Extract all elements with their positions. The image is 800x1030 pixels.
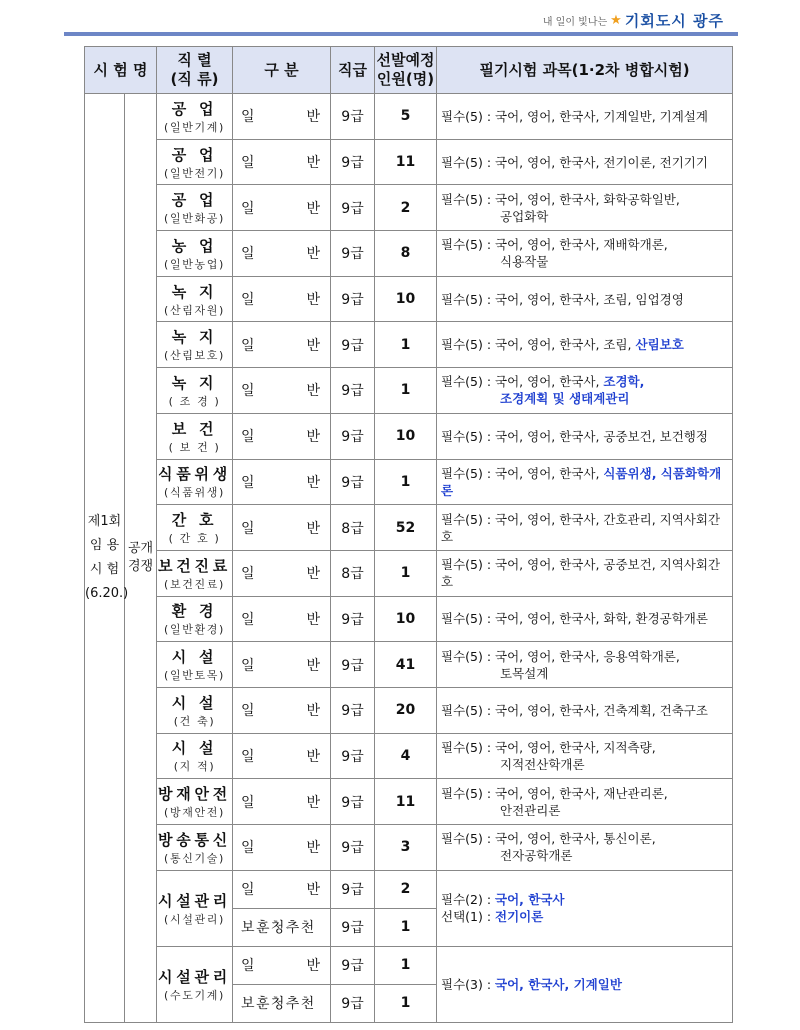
rank-cell (157, 596, 233, 642)
category-part: 반 (306, 292, 321, 309)
rank-name: 공 업 (171, 145, 218, 164)
table-row (85, 322, 733, 368)
category-part: 반 (306, 429, 321, 446)
header-subjects: 필기시험 과목(1·2차 병합시험) (437, 47, 733, 94)
subjects-highlight-line2: 조경계획 및 생태계관리 (500, 391, 630, 407)
category-part: 일 (241, 429, 255, 446)
header-rank (157, 47, 233, 94)
category-cell (233, 946, 331, 984)
header-count-top: 선발예정 (376, 51, 435, 69)
category-cell (233, 642, 331, 688)
subjects-text: 필수(3) : (441, 976, 496, 992)
count-cell: 10 (375, 596, 437, 642)
grade-cell: 9급 (331, 368, 375, 414)
category-part: 일 (241, 882, 255, 899)
count-cell: 10 (375, 413, 437, 459)
logo-city: 기회도시 광주 (624, 12, 724, 30)
category-cell (233, 94, 331, 140)
subjects-text: 필수(5) : 국어, 영어, 한국사, 공중보건, 지역사회간호 (441, 557, 721, 590)
grade-cell: 9급 (331, 908, 375, 946)
count-cell: 52 (375, 505, 437, 551)
category-part: 반 (306, 383, 321, 400)
subjects-cell (437, 825, 733, 871)
grade-cell: 9급 (331, 870, 375, 908)
table-row (85, 505, 733, 551)
count-cell: 11 (375, 139, 437, 185)
category-part: 반 (306, 794, 321, 811)
rank-cell (157, 139, 233, 185)
subjects-text-line2: 전자공학개론 (500, 848, 573, 864)
category-cell (233, 870, 331, 908)
count-cell: 1 (375, 322, 437, 368)
rank-sub: ( 간 호 ) (168, 532, 221, 546)
subjects-text-line2: 공업화학 (500, 208, 549, 224)
category-part: 일 (241, 246, 255, 263)
category-part: 반 (306, 958, 321, 975)
table-row (85, 946, 733, 984)
table-row (85, 185, 733, 231)
category-part: 일 (241, 200, 255, 217)
header-count (375, 47, 437, 94)
subjects-cell (437, 322, 733, 368)
subjects-cell (437, 368, 733, 414)
star-icon: ★ (610, 13, 622, 28)
grade-cell: 9급 (331, 733, 375, 779)
rank-sub: (일반기계) (164, 120, 226, 134)
rank-name: 공 업 (171, 191, 218, 210)
exam-table (84, 46, 733, 1023)
category-cell: 보훈청추천 (233, 984, 331, 1022)
rank-name: 녹 지 (171, 328, 218, 347)
category-part: 일 (241, 292, 255, 309)
category-part: 반 (306, 882, 321, 899)
subjects-highlight: 식품위생, 식품화학개론 (441, 465, 722, 498)
category-part: 일 (241, 611, 255, 628)
rank-name: 시 설 (171, 739, 218, 758)
subjects-text: 필수(5) : 국어, 영어, 한국사, 공중보건, 보건행정 (441, 428, 708, 444)
subjects-text: 필수(5) : 국어, 영어, 한국사, (441, 465, 604, 481)
grade-cell: 8급 (331, 550, 375, 596)
table-row (85, 550, 733, 596)
grade-cell: 9급 (331, 596, 375, 642)
rank-cell (157, 687, 233, 733)
subjects-cell (437, 276, 733, 322)
header-grade: 직급 (331, 47, 375, 94)
category-part: 일 (241, 155, 255, 172)
subjects-text: 필수(5) : 국어, 영어, 한국사, 화학, 환경공학개론 (441, 611, 708, 627)
category-part: 반 (306, 748, 321, 765)
category-cell (233, 139, 331, 185)
subjects-text: 필수(5) : 국어, 영어, 한국사, 응용역학개론, (441, 648, 680, 664)
subjects-text: 필수(5) : 국어, 영어, 한국사, 재난관리론, (441, 785, 668, 801)
rank-name: 시 설 (171, 693, 218, 712)
header-category: 구 분 (233, 47, 331, 94)
category-part: 일 (241, 958, 255, 975)
subjects-text-line2: 토목설계 (500, 665, 549, 681)
logo-slogan: 내 일이 빛나는 (542, 17, 608, 28)
subjects-text: 필수(5) : 국어, 영어, 한국사, 간호관리, 지역사회간호 (441, 511, 721, 544)
category-part: 반 (306, 703, 321, 720)
subjects-cell (437, 733, 733, 779)
recruit-type-line: 경쟁 (127, 558, 154, 574)
rank-cell (157, 368, 233, 414)
subjects-cell (437, 505, 733, 551)
table-row (85, 368, 733, 414)
category-part: 반 (306, 109, 321, 126)
rank-sub: ( 조 경 ) (168, 394, 221, 408)
table-row (85, 642, 733, 688)
table-row (85, 687, 733, 733)
category-part: 반 (306, 657, 321, 674)
category-cell (233, 276, 331, 322)
count-cell: 8 (375, 231, 437, 277)
rank-sub: (산림보호) (164, 349, 226, 363)
subjects-highlight: 조경학, (603, 374, 645, 390)
count-cell: 3 (375, 825, 437, 871)
exam-name-line: 제1회 (87, 513, 122, 529)
subjects-cell (437, 642, 733, 688)
subjects-text-line2: 지적전산학개론 (500, 756, 585, 772)
table-row (85, 733, 733, 779)
category-part: 반 (306, 474, 321, 491)
rank-sub: (일반토목) (164, 669, 226, 683)
table-row (85, 139, 733, 185)
rank-sub: (산림자원) (164, 303, 226, 317)
category-part: 일 (241, 383, 255, 400)
subjects-cell (437, 946, 733, 1022)
rank-name: 시설관리 (158, 891, 231, 910)
category-part: 일 (241, 474, 255, 491)
grade-cell: 9급 (331, 139, 375, 185)
subjects-cell (437, 139, 733, 185)
count-cell: 1 (375, 908, 437, 946)
rank-sub: (일반농업) (164, 257, 226, 271)
subjects-text: 필수(5) : 국어, 영어, 한국사, 전기이론, 전기기기 (441, 154, 708, 170)
category-cell: 보훈청추천 (233, 908, 331, 946)
category-part: 반 (306, 840, 321, 857)
category-part: 반 (306, 155, 321, 172)
rank-name: 녹 지 (171, 282, 218, 301)
count-cell: 1 (375, 459, 437, 505)
grade-cell: 9급 (331, 642, 375, 688)
category-part: 일 (241, 109, 255, 126)
rank-name: 녹 지 (171, 373, 218, 392)
rank-cell (157, 870, 233, 946)
category-part: 일 (241, 840, 255, 857)
subjects-highlight: 전기이론 (495, 909, 544, 925)
subjects-cell (437, 94, 733, 140)
header-rank-top: 직 렬 (177, 51, 212, 69)
count-cell: 1 (375, 368, 437, 414)
subjects-text: 필수(5) : 국어, 영어, 한국사, 지적측량, (441, 739, 656, 755)
subjects-text-line2: 식용작물 (500, 254, 549, 270)
exam-name-line: (6.20.) (85, 585, 129, 601)
rank-name: 식품위생 (158, 465, 231, 484)
rank-sub: (일반화공) (164, 212, 226, 226)
grade-cell: 9급 (331, 779, 375, 825)
category-cell (233, 231, 331, 277)
rank-cell (157, 185, 233, 231)
exam-name-line: 시 험 (89, 561, 120, 577)
subjects-cell (437, 185, 733, 231)
grade-cell: 9급 (331, 984, 375, 1022)
table-row (85, 596, 733, 642)
category-part: 반 (306, 337, 321, 354)
rank-name: 농 업 (171, 236, 218, 255)
grade-cell: 9급 (331, 322, 375, 368)
grade-cell: 9급 (331, 231, 375, 277)
grade-cell: 9급 (331, 825, 375, 871)
city-logo (543, 10, 724, 31)
category-part: 반 (306, 566, 321, 583)
category-part: 반 (306, 246, 321, 263)
category-cell (233, 825, 331, 871)
grade-cell: 9급 (331, 687, 375, 733)
rank-name: 시 설 (171, 648, 218, 667)
count-cell: 1 (375, 984, 437, 1022)
subjects-text: 선택(1) : (441, 909, 496, 925)
table-row (85, 413, 733, 459)
rank-sub: (식품위생) (164, 486, 226, 500)
subjects-text-line2: 안전관리론 (500, 802, 561, 818)
rank-sub: (보건진료) (164, 577, 226, 591)
table-row (85, 459, 733, 505)
subjects-cell (437, 779, 733, 825)
subjects-cell (437, 596, 733, 642)
subjects-text: 필수(5) : 국어, 영어, 한국사, (441, 374, 604, 390)
category-part: 일 (241, 657, 255, 674)
subjects-text: 필수(5) : 국어, 영어, 한국사, 건축계획, 건축구조 (441, 702, 708, 718)
rank-name: 보 건 (171, 419, 218, 438)
category-cell (233, 779, 331, 825)
rank-sub: ( 보 건 ) (168, 440, 221, 454)
rank-name: 보건진료 (158, 556, 231, 575)
subjects-cell (437, 231, 733, 277)
count-cell: 11 (375, 779, 437, 825)
subjects-highlight: 국어, 한국사 (495, 892, 565, 908)
grade-cell: 9급 (331, 276, 375, 322)
rank-name: 간 호 (171, 511, 218, 530)
category-cell (233, 459, 331, 505)
rank-cell (157, 946, 233, 1022)
category-part: 일 (241, 703, 255, 720)
subjects-text: 필수(5) : 국어, 영어, 한국사, 조림, (441, 337, 636, 353)
category-part: 일 (241, 337, 255, 354)
category-part: 일 (241, 520, 255, 537)
count-cell: 2 (375, 185, 437, 231)
rank-cell (157, 505, 233, 551)
table-row (85, 870, 733, 908)
rank-cell (157, 459, 233, 505)
count-cell: 1 (375, 550, 437, 596)
category-part: 일 (241, 794, 255, 811)
subjects-cell (437, 413, 733, 459)
category-part: 일 (241, 566, 255, 583)
subjects-text: 필수(2) : (441, 892, 496, 908)
rank-sub: (일반전기) (164, 166, 226, 180)
category-cell (233, 322, 331, 368)
header-rank-bottom: (직 류) (170, 70, 219, 88)
category-part: 반 (306, 200, 321, 217)
category-cell (233, 413, 331, 459)
table-row (85, 231, 733, 277)
rank-sub: (지 적) (173, 760, 216, 774)
subjects-text: 필수(5) : 국어, 영어, 한국사, 통신이론, (441, 831, 656, 847)
rank-sub: (수도기계) (164, 988, 226, 1002)
table-row (85, 94, 733, 140)
header-divider (64, 32, 738, 36)
count-cell: 1 (375, 946, 437, 984)
rank-name: 방송통신 (158, 830, 231, 849)
rank-cell (157, 642, 233, 688)
subjects-text: 필수(5) : 국어, 영어, 한국사, 화학공학일반, (441, 191, 680, 207)
category-cell (233, 368, 331, 414)
count-cell: 4 (375, 733, 437, 779)
table-row (85, 779, 733, 825)
rank-cell (157, 322, 233, 368)
category-cell (233, 185, 331, 231)
rank-cell (157, 733, 233, 779)
rank-cell (157, 550, 233, 596)
count-cell: 10 (375, 276, 437, 322)
subjects-cell (437, 550, 733, 596)
grade-cell: 9급 (331, 413, 375, 459)
subjects-text: 필수(5) : 국어, 영어, 한국사, 조림, 임업경영 (441, 291, 684, 307)
category-part: 반 (306, 520, 321, 537)
rank-cell (157, 825, 233, 871)
rank-sub: (방재안전) (164, 806, 226, 820)
header-exam-name: 시 험 명 (85, 47, 157, 94)
exam-name-cell (85, 94, 129, 1023)
grade-cell: 9급 (331, 185, 375, 231)
grade-cell: 9급 (331, 94, 375, 140)
subjects-cell (437, 870, 733, 946)
rank-cell (157, 231, 233, 277)
grade-cell: 9급 (331, 946, 375, 984)
rank-sub: (일반환경) (164, 623, 226, 637)
count-cell: 41 (375, 642, 437, 688)
recruit-type-line: 공개 (127, 540, 154, 556)
category-cell (233, 596, 331, 642)
table-row (85, 825, 733, 871)
rank-sub: (통신기술) (164, 851, 226, 865)
grade-cell: 9급 (331, 459, 375, 505)
rank-name: 환 경 (171, 602, 218, 621)
subjects-highlight: 국어, 한국사, 기계일반 (495, 976, 622, 992)
grade-cell: 8급 (331, 505, 375, 551)
rank-name: 공 업 (171, 99, 218, 118)
header-count-bottom: 인원(명) (376, 70, 435, 88)
count-cell: 2 (375, 870, 437, 908)
count-cell: 20 (375, 687, 437, 733)
rank-cell (157, 779, 233, 825)
category-cell (233, 550, 331, 596)
subjects-cell (437, 687, 733, 733)
subjects-text: 필수(5) : 국어, 영어, 한국사, 기계일반, 기계설계 (441, 108, 708, 124)
rank-sub: (시설관리) (164, 912, 226, 926)
subjects-highlight: 산림보호 (635, 337, 684, 353)
rank-name: 시설관리 (158, 967, 231, 986)
rank-cell (157, 94, 233, 140)
rank-sub: (건 축) (173, 714, 216, 728)
category-part: 반 (306, 611, 321, 628)
category-cell (233, 733, 331, 779)
recruit-type-cell (125, 94, 157, 1023)
category-cell (233, 505, 331, 551)
exam-name-line: 임 용 (89, 537, 120, 553)
rank-cell (157, 276, 233, 322)
category-part: 일 (241, 748, 255, 765)
subjects-cell (437, 459, 733, 505)
table-row (85, 276, 733, 322)
rank-cell (157, 413, 233, 459)
rank-name: 방재안전 (158, 785, 231, 804)
category-cell (233, 687, 331, 733)
subjects-text: 필수(5) : 국어, 영어, 한국사, 재배학개론, (441, 237, 668, 253)
count-cell: 5 (375, 94, 437, 140)
